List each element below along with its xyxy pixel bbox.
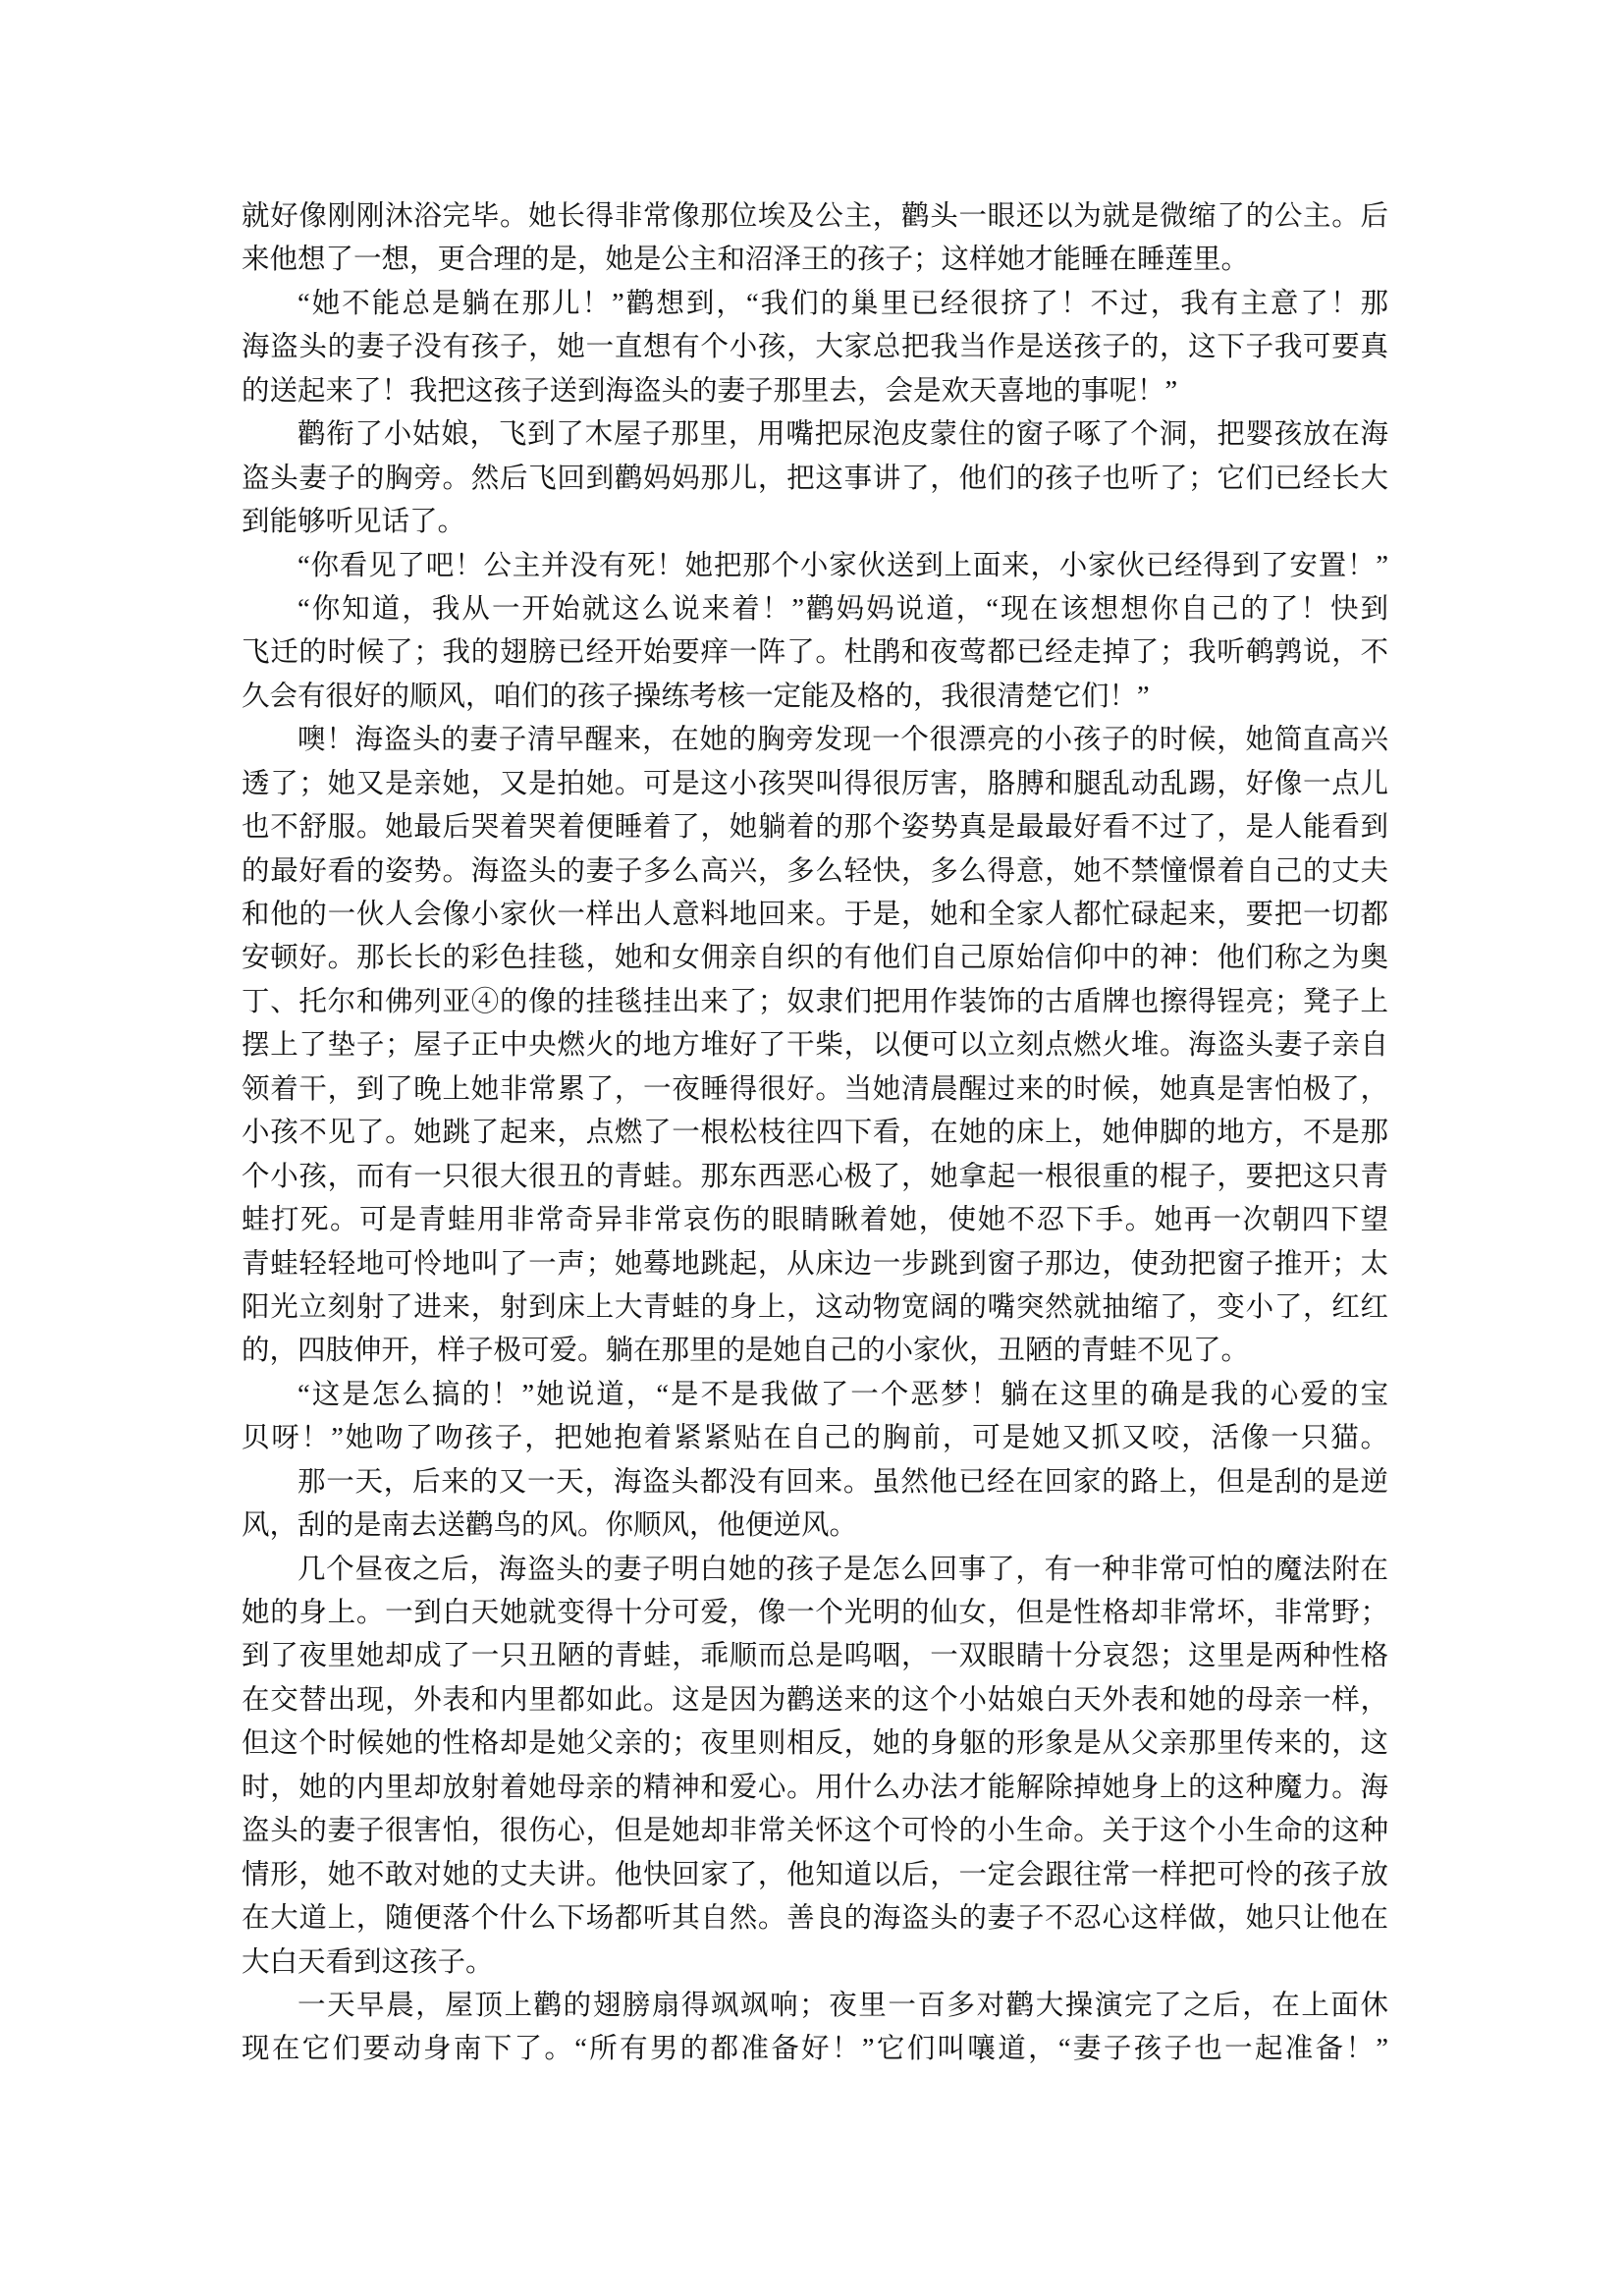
text-line: “她不能总是躺在那儿！”鹳想到，“我们的巢里已经很挤了！不过，我有主意了！那 <box>298 288 1388 319</box>
text-line: 时，她的内里却放射着她母亲的精神和爱心。用什么办法才能解除掉她身上的这种魔力。海 <box>242 1772 1388 1803</box>
text-line: 的，四肢伸开，样子极可爱。躺在那里的是她自己的小家伙，丑陋的青蛙不见了。 <box>242 1336 1250 1367</box>
text-line: 风，刮的是南去送鹳鸟的风。你顺风，他便逆风。 <box>242 1510 858 1542</box>
paragraph <box>242 1985 1388 2072</box>
text-line: 但这个时候她的性格却是她父亲的；夜里则相反，她的身躯的形象是从父亲那里传来的，这 <box>242 1728 1388 1760</box>
text-line: 也不舒服。她最后哭着哭着便睡着了，她躺着的那个姿势真是最最好看不过了，是人能看到 <box>242 812 1388 844</box>
text-line: 领着干，到了晚上她非常累了，一夜睡得很好。当她清晨醒过来的时候，她真是害怕极了， <box>242 1073 1388 1105</box>
text-line: 透了；她又是亲她，又是拍她。可是这小孩哭叫得很厉害，胳膊和腿乱动乱踢，好像一点儿 <box>242 768 1388 799</box>
text-line: 的最好看的姿势。海盗头的妻子多么高兴，多么轻快，多么得意，她不禁憧憬着自己的丈夫 <box>242 855 1388 887</box>
text-line: 青蛙轻轻地可怜地叫了一声；她蓦地跳起，从床边一步跳到窗子那边，使劲把窗子推开；太 <box>242 1248 1388 1280</box>
text-line: 情形，她不敢对她的丈夫讲。他快回家了，他知道以后，一定会跟往常一样把可怜的孩子放 <box>242 1859 1388 1890</box>
text-line: 的送起来了！我把这孩子送到海盗头的妻子那里去，会是欢天喜地的事呢！” <box>242 375 1178 407</box>
text-line: “你知道，我从一开始就这么说来着！”鹳妈妈说道，“现在该想想你自己的了！快到 <box>298 593 1388 625</box>
paragraph <box>242 719 1388 1374</box>
text-line: 丁、托尔和佛列亚④的像的挂毯挂出来了；奴隶们把用作装饰的古盾牌也擦得锃亮；凳子上 <box>242 986 1388 1017</box>
text-line: 蛙打死。可是青蛙用非常奇异非常哀伤的眼睛瞅着她，使她不忍下手。她再一次朝四下望 <box>242 1205 1388 1236</box>
text-line: 小孩不见了。她跳了起来，点燃了一根松枝往四下看，在她的床上，她伸脚的地方，不是那 <box>242 1118 1388 1149</box>
paragraph <box>242 588 1388 719</box>
text-line: 盗头的妻子很害怕，很伤心，但是她却非常关怀这个可怜的小生命。关于这个小生命的这种 <box>242 1816 1388 1847</box>
text-line: 久会有很好的顺风，咱们的孩子操练考核一定能及格的，我很清楚它们！” <box>242 681 1150 712</box>
text-line: 在大道上，随便落个什么下场都听其自然。善良的海盗头的妻子不忍心这样做，她只让他在 <box>242 1903 1388 1935</box>
text-line: 摆上了垫子；屋子正中央燃火的地方堆好了干柴，以便可以立刻点燃火堆。海盗头妻子亲自 <box>242 1030 1388 1062</box>
paragraph <box>242 545 1388 588</box>
text-line: 海盗头的妻子没有孩子，她一直想有个小孩，大家总把我当作是送孩子的，这下子我可要真 <box>242 332 1388 363</box>
text-line: “你看见了吧！公主并没有死！她把那个小家伙送到上面来，小家伙已经得到了安置！” <box>298 550 1388 581</box>
text-line: “这是怎么搞的！”她说道，“是不是我做了一个恶梦！躺在这里的确是我的心爱的宝 <box>298 1379 1388 1410</box>
text-line: 盗头妻子的胸旁。然后飞回到鹳妈妈那儿，把这事讲了，他们的孩子也听了；它们已经长大 <box>242 463 1388 494</box>
paragraph <box>242 413 1388 544</box>
text-line: 安顿好。那长长的彩色挂毯，她和女佣亲自织的有他们自己原始信仰中的神：他们称之为奥 <box>242 943 1388 974</box>
text-line: 到能够听见话了。 <box>242 507 466 538</box>
text-line: 在交替出现，外表和内里都如此。这是因为鹳送来的这个小姑娘白天外表和她的母亲一样， <box>242 1684 1388 1716</box>
text-line: 个小孩，而有一只很大很丑的青蛙。那东西恶心极了，她拿起一根很重的棍子，要把这只青 <box>242 1161 1388 1192</box>
text-line: 就好像刚刚沐浴完毕。她长得非常像那位埃及公主，鹳头一眼还以为就是微缩了的公主。后 <box>242 201 1388 232</box>
text-line: 一天早晨，屋顶上鹳的翅膀扇得飒飒响；夜里一百多对鹳大操演完了之后，在上面休 <box>298 1990 1388 2021</box>
text-line: 贝呀！”她吻了吻孩子，把她抱着紧紧贴在自己的胸前，可是她又抓又咬，活像一只猫。 <box>242 1423 1388 1454</box>
document-body <box>242 195 1388 2072</box>
text-line: 阳光立刻射了进来，射到床上大青蛙的身上，这动物宽阔的嘴突然就抽缩了，变小了，红红 <box>242 1291 1388 1323</box>
text-line: 到了夜里她却成了一只丑陋的青蛙，乖顺而总是呜咽，一双眼睛十分哀怨；这里是两种性格 <box>242 1641 1388 1672</box>
text-line: 大白天看到这孩子。 <box>242 1946 494 1978</box>
text-line: 那一天，后来的又一天，海盗头都没有回来。虽然他已经在回家的路上，但是刮的是逆 <box>298 1466 1388 1498</box>
text-line: 鹳衔了小姑娘，飞到了木屋子那里，用嘴把尿泡皮蒙住的窗子啄了个洞，把婴孩放在海 <box>298 419 1388 451</box>
text-line: 飞迁的时候了；我的翅膀已经开始要痒一阵了。杜鹃和夜莺都已经走掉了；我听鹌鹑说，不 <box>242 637 1388 669</box>
paragraph <box>242 1374 1388 1461</box>
text-line: 她的身上。一到白天她就变得十分可爱，像一个光明的仙女，但是性格却非常坏，非常野； <box>242 1598 1388 1628</box>
paragraph <box>242 1549 1388 1985</box>
paragraph <box>242 283 1388 413</box>
text-line: 噢！海盗头的妻子清早醒来，在她的胸旁发现一个很漂亮的小孩子的时候，她简直高兴 <box>298 725 1388 756</box>
text-line: 几个昼夜之后，海盗头的妻子明白她的孩子是怎么回事了，有一种非常可怕的魔法附在 <box>298 1554 1388 1585</box>
text-line: 和他的一伙人会像小家伙一样出人意料地回来。于是，她和全家人都忙碌起来，要把一切都 <box>242 900 1388 930</box>
text-line: 来他想了一想，更合理的是，她是公主和沼泽王的孩子；这样她才能睡在睡莲里。 <box>242 245 1250 276</box>
paragraph <box>242 195 1388 283</box>
text-line: 现在它们要动身南下了。“所有男的都准备好！”它们叫嚷道，“妻子孩子也一起准备！” <box>242 2034 1388 2065</box>
paragraph <box>242 1461 1388 1549</box>
